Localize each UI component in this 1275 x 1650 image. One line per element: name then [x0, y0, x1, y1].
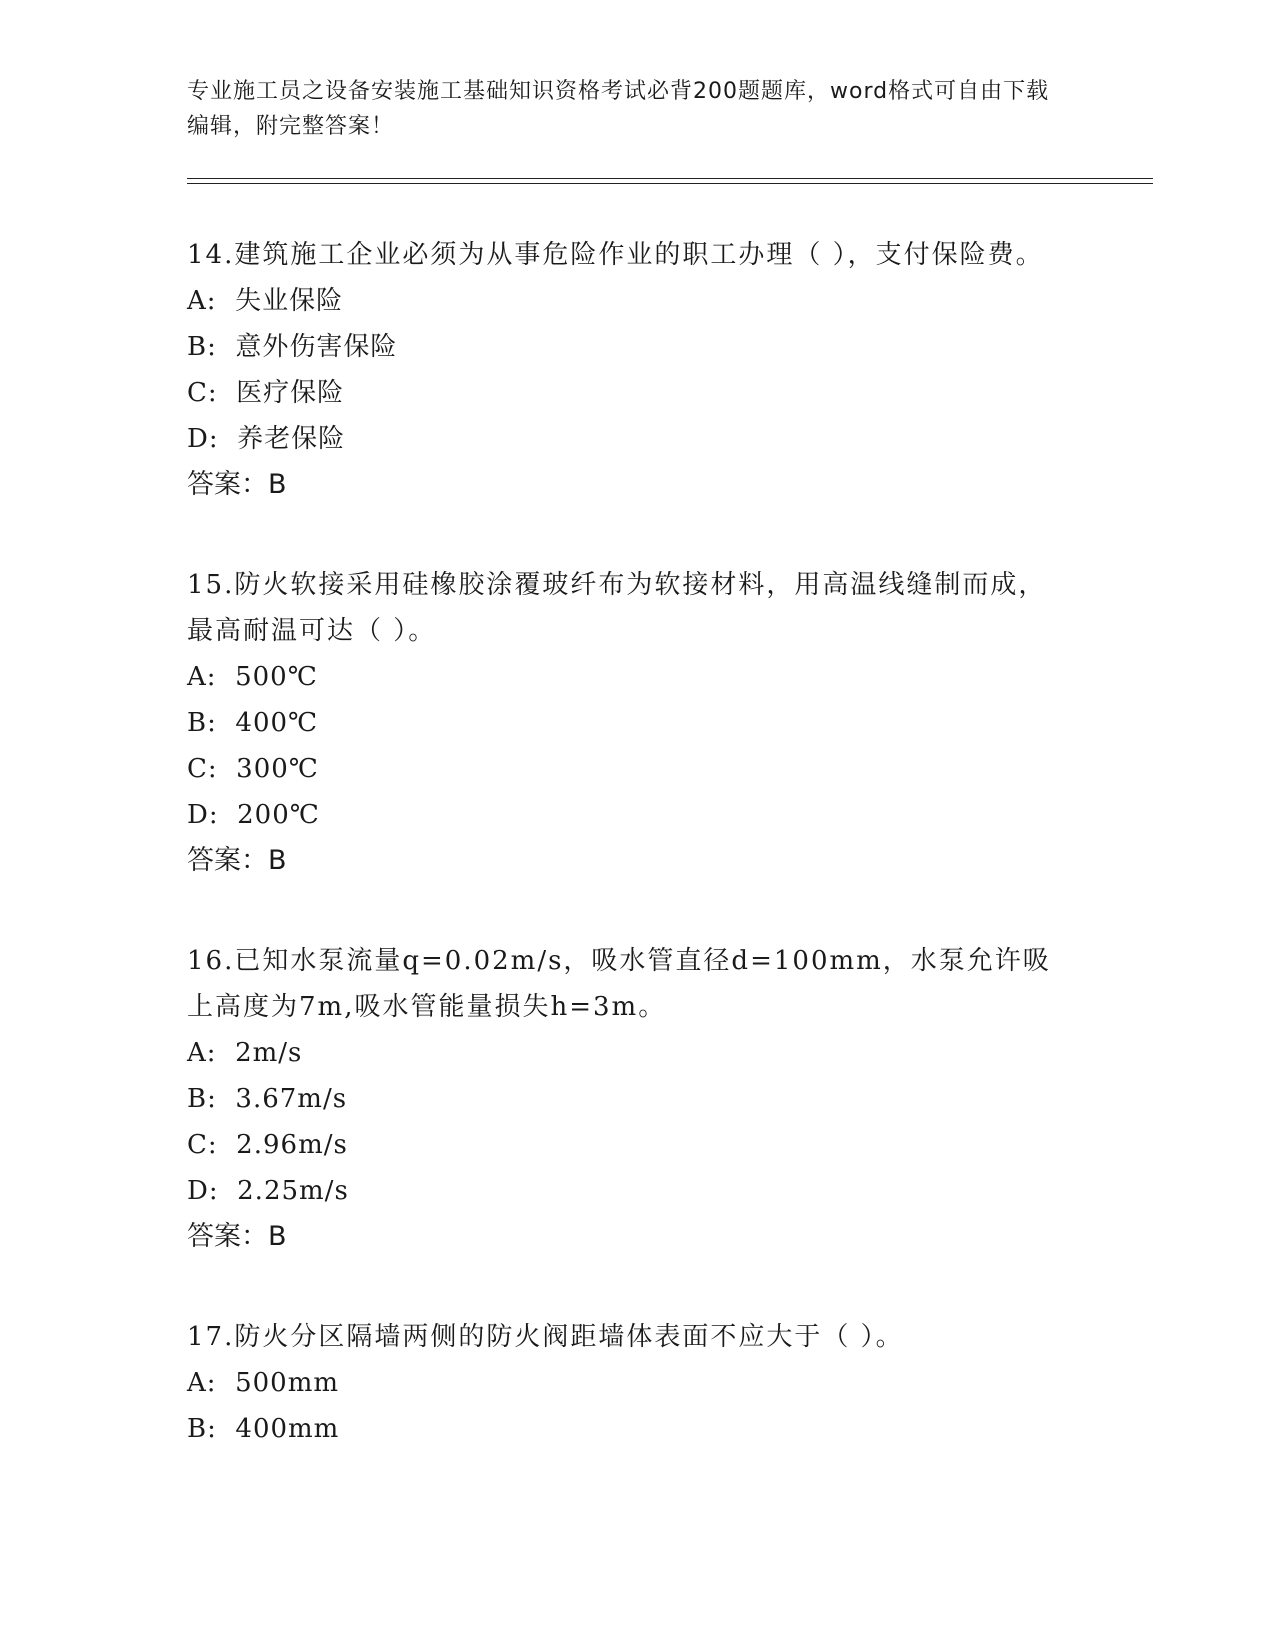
option-d: D: 2.25m/s	[187, 1176, 349, 1206]
option-a: A: 500℃	[187, 662, 318, 692]
question-stem: 17.防火分区隔墙两侧的防火阀距墙体表面不应大于（ ）。	[187, 1322, 904, 1352]
question-14	[187, 232, 1067, 508]
option-a: A: 失业保险	[187, 286, 344, 316]
option-a: A: 2m/s	[187, 1038, 303, 1068]
question-stem: 14.建筑施工企业必须为从事危险作业的职工办理（ ），支付保险费。	[187, 240, 1044, 270]
option-b: B: 3.67m/s	[187, 1084, 348, 1114]
question-15	[187, 562, 1067, 884]
option-b: B: 意外伤害保险	[187, 332, 398, 362]
header-divider-top	[187, 178, 1153, 179]
answer-line: 答案：B	[187, 469, 287, 500]
option-b: B: 400℃	[187, 708, 319, 738]
question-list	[187, 232, 1067, 1506]
option-d: D: 养老保险	[187, 424, 346, 454]
question-16	[187, 938, 1067, 1260]
option-b: B: 400mm	[187, 1414, 340, 1444]
answer-line: 答案：B	[187, 1221, 287, 1252]
option-a: A: 500mm	[187, 1368, 339, 1398]
option-d: D: 200℃	[187, 800, 320, 830]
answer-line: 答案：B	[187, 845, 287, 876]
question-stem: 15.防火软接采用硅橡胶涂覆玻纤布为软接材料，用高温线缝制而成，最高耐温可达（ ）。	[187, 570, 1047, 646]
header-divider-bottom	[187, 183, 1153, 184]
option-c: C: 医疗保险	[187, 378, 345, 408]
option-c: C: 300℃	[187, 754, 319, 784]
question-stem: 16.已知水泵流量q=0.02m/s，吸水管直径d=100mm，水泵允许吸上高度为7m,吸水管能量损失h=3m。	[187, 946, 1051, 1022]
question-17	[187, 1314, 1067, 1452]
option-c: C: 2.96m/s	[187, 1130, 348, 1160]
document-header: 专业施工员之设备安装施工基础知识资格考试必背200题题库，word格式可自由下载编辑，附完整答案！	[187, 79, 1050, 139]
